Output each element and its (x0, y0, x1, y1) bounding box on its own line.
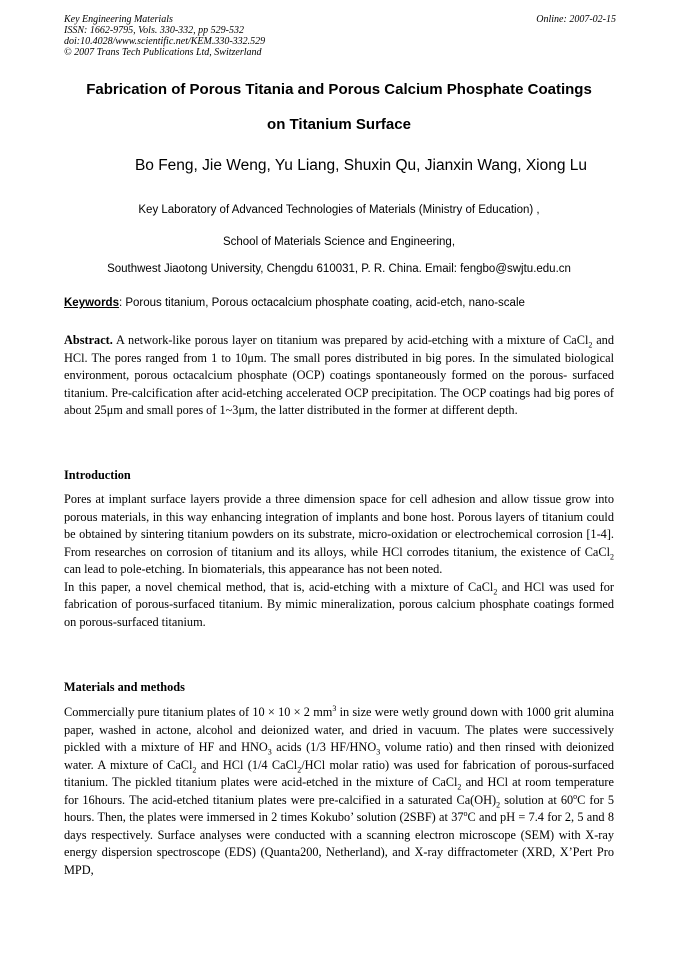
abstract-text: and HCl. The pores ranged from 1 to 10μm. The small pores distributed in big pores. In the simulated biological environment, porous octacalcium phosphate (OCP) coatings spontaneously formed on the porous- surfaced titanium. Pre-calcification after acid-etching accelerated OCP precipitation. The OCP coatings had big pores of about 25μm and small pores of 1~3μm, the latter distributed in the former at different depth. (64, 333, 614, 417)
affiliation-line-2: School of Materials Science and Engineering, (222, 236, 456, 248)
paragraph-text: acids (1/3 HF/HNO (271, 740, 377, 754)
paragraph-text: solution at 60 (500, 792, 574, 807)
superscript: 3 (332, 703, 337, 713)
paragraph-text: C and pH = 7.4 for 2, 5 and 8 days respectively. Surface analyses were conducted with a scanning electron microscope (SEM) with X-ray energy dispersion spectroscope (EDS) (Quanta200, Netherland), and X-ray diffractometer (XRD, X’Pert Pro MPD, (64, 810, 614, 877)
methods-heading: Materials and methods (64, 680, 185, 694)
abstract-paragraph (64, 332, 614, 420)
methods-paragraph (64, 704, 614, 879)
subscript: 2 (192, 764, 197, 774)
subscript: 2 (496, 799, 501, 809)
subscript: 2 (493, 586, 498, 596)
paper-title-line-1: Fabrication of Porous Titania and Porous Calcium Phosphate Coatings (86, 81, 592, 98)
paragraph-text: in size were wetly ground down with 1000 grit alumina paper, washed in actone, alcohol and deionized water, and dried in vacuum. The plates were successively pickled with a mixture of HF and HNO (64, 705, 614, 754)
keywords-text: : Porous titanium, Porous octacalcium phosphate coating, acid-etch, nano-scale (118, 297, 525, 309)
methods-body (64, 704, 614, 879)
superscript: o (463, 808, 468, 818)
introduction-paragraph-1 (64, 491, 614, 579)
paragraph-text: and HCl (1/4 CaCl (196, 757, 298, 772)
paragraph-text: and HCl at room temperature for 16hours. The acid-etched titanium plates were pre-calcified in a saturated Ca(OH) (64, 775, 614, 807)
paragraph-text: In this paper, a novel chemical method, that is, acid-etching with a mixture of CaCl (64, 579, 494, 594)
paragraph-text: and HCl was used for fabrication of porous-surfaced titanium. By mimic mineralization, porous calcium phosphate coatings formed on porous-surfaced titanium. (64, 579, 614, 629)
keywords-line (64, 296, 624, 310)
subscript: 2 (588, 340, 593, 350)
paragraph-text: Pores at implant surface layers provide a three dimension space for cell adhesion and allow tissue grow into porous materials, in this way enhancing integration of implants and bone host. Porous layers of titanium could be obtained by sintering titanium powders on its substrate, micro-oxidation or electrochemical corrosion [1-4]. From researches on corrosion of titanium and its alloys, while HCl corrodes titanium, the existence of CaCl (64, 492, 614, 559)
introduction-body (64, 491, 614, 631)
introduction-paragraph-2 (64, 579, 614, 632)
paragraph-text: volume ratio) and then rinsed with deionized water. A mixture of CaCl (64, 740, 615, 772)
affiliation-line-3: Southwest Jiaotong University, Chengdu 610031, P. R. China. Email: fengbo@swjtu.edu.cn (107, 263, 571, 275)
paragraph-text: /HCl molar ratio) was used for fabrication of porous-surfaced titanium. The pickled titanium plates were acid-etched in the mixture of CaCl (64, 757, 615, 789)
author-list: Bo Feng, Jie Weng, Yu Liang, Shuxin Qu, Jianxin Wang, Xiong Lu (134, 157, 588, 174)
abstract-label: Abstract. (64, 333, 113, 347)
subscript: 2 (297, 764, 302, 774)
paragraph-text: Commercially pure titanium plates of 10 × 10 × 2 mm (64, 705, 333, 719)
subscript: 3 (376, 747, 381, 757)
paragraph-text: C for 5 hours. Then, the plates were immersed in 2 times Kokubo’ solution (2SBF) at 37 (64, 792, 614, 824)
paragraph-text: can lead to pole-etching. In biomaterials, this appearance has not been noted. (64, 562, 443, 576)
doi-line: doi:10.4028/www.scientific.net/KEM.330-332.529 (64, 36, 266, 47)
subscript: 2 (610, 551, 614, 561)
paper-title-line-2: on Titanium Surface (267, 116, 411, 133)
abstract-text: A network-like porous layer on titanium was prepared by acid-etching with a mixture of CaCl (112, 333, 589, 347)
introduction-heading: Introduction (64, 468, 131, 482)
journal-header (64, 14, 616, 58)
superscript: o (573, 791, 578, 801)
affiliation-line-1: Key Laboratory of Advanced Technologies of Materials (Ministry of Education) , (138, 204, 540, 216)
online-date: Online: 2007-02-15 (536, 14, 616, 25)
subscript: 3 (267, 747, 272, 757)
subscript: 2 (457, 782, 462, 792)
journal-name: Key Engineering Materials (64, 14, 173, 25)
keywords-label: Keywords (64, 297, 119, 309)
copyright-line: © 2007 Trans Tech Publications Ltd, Switzerland (64, 47, 262, 58)
issn-line: ISSN: 1662-9795, Vols. 330-332, pp 529-532 (64, 25, 244, 36)
